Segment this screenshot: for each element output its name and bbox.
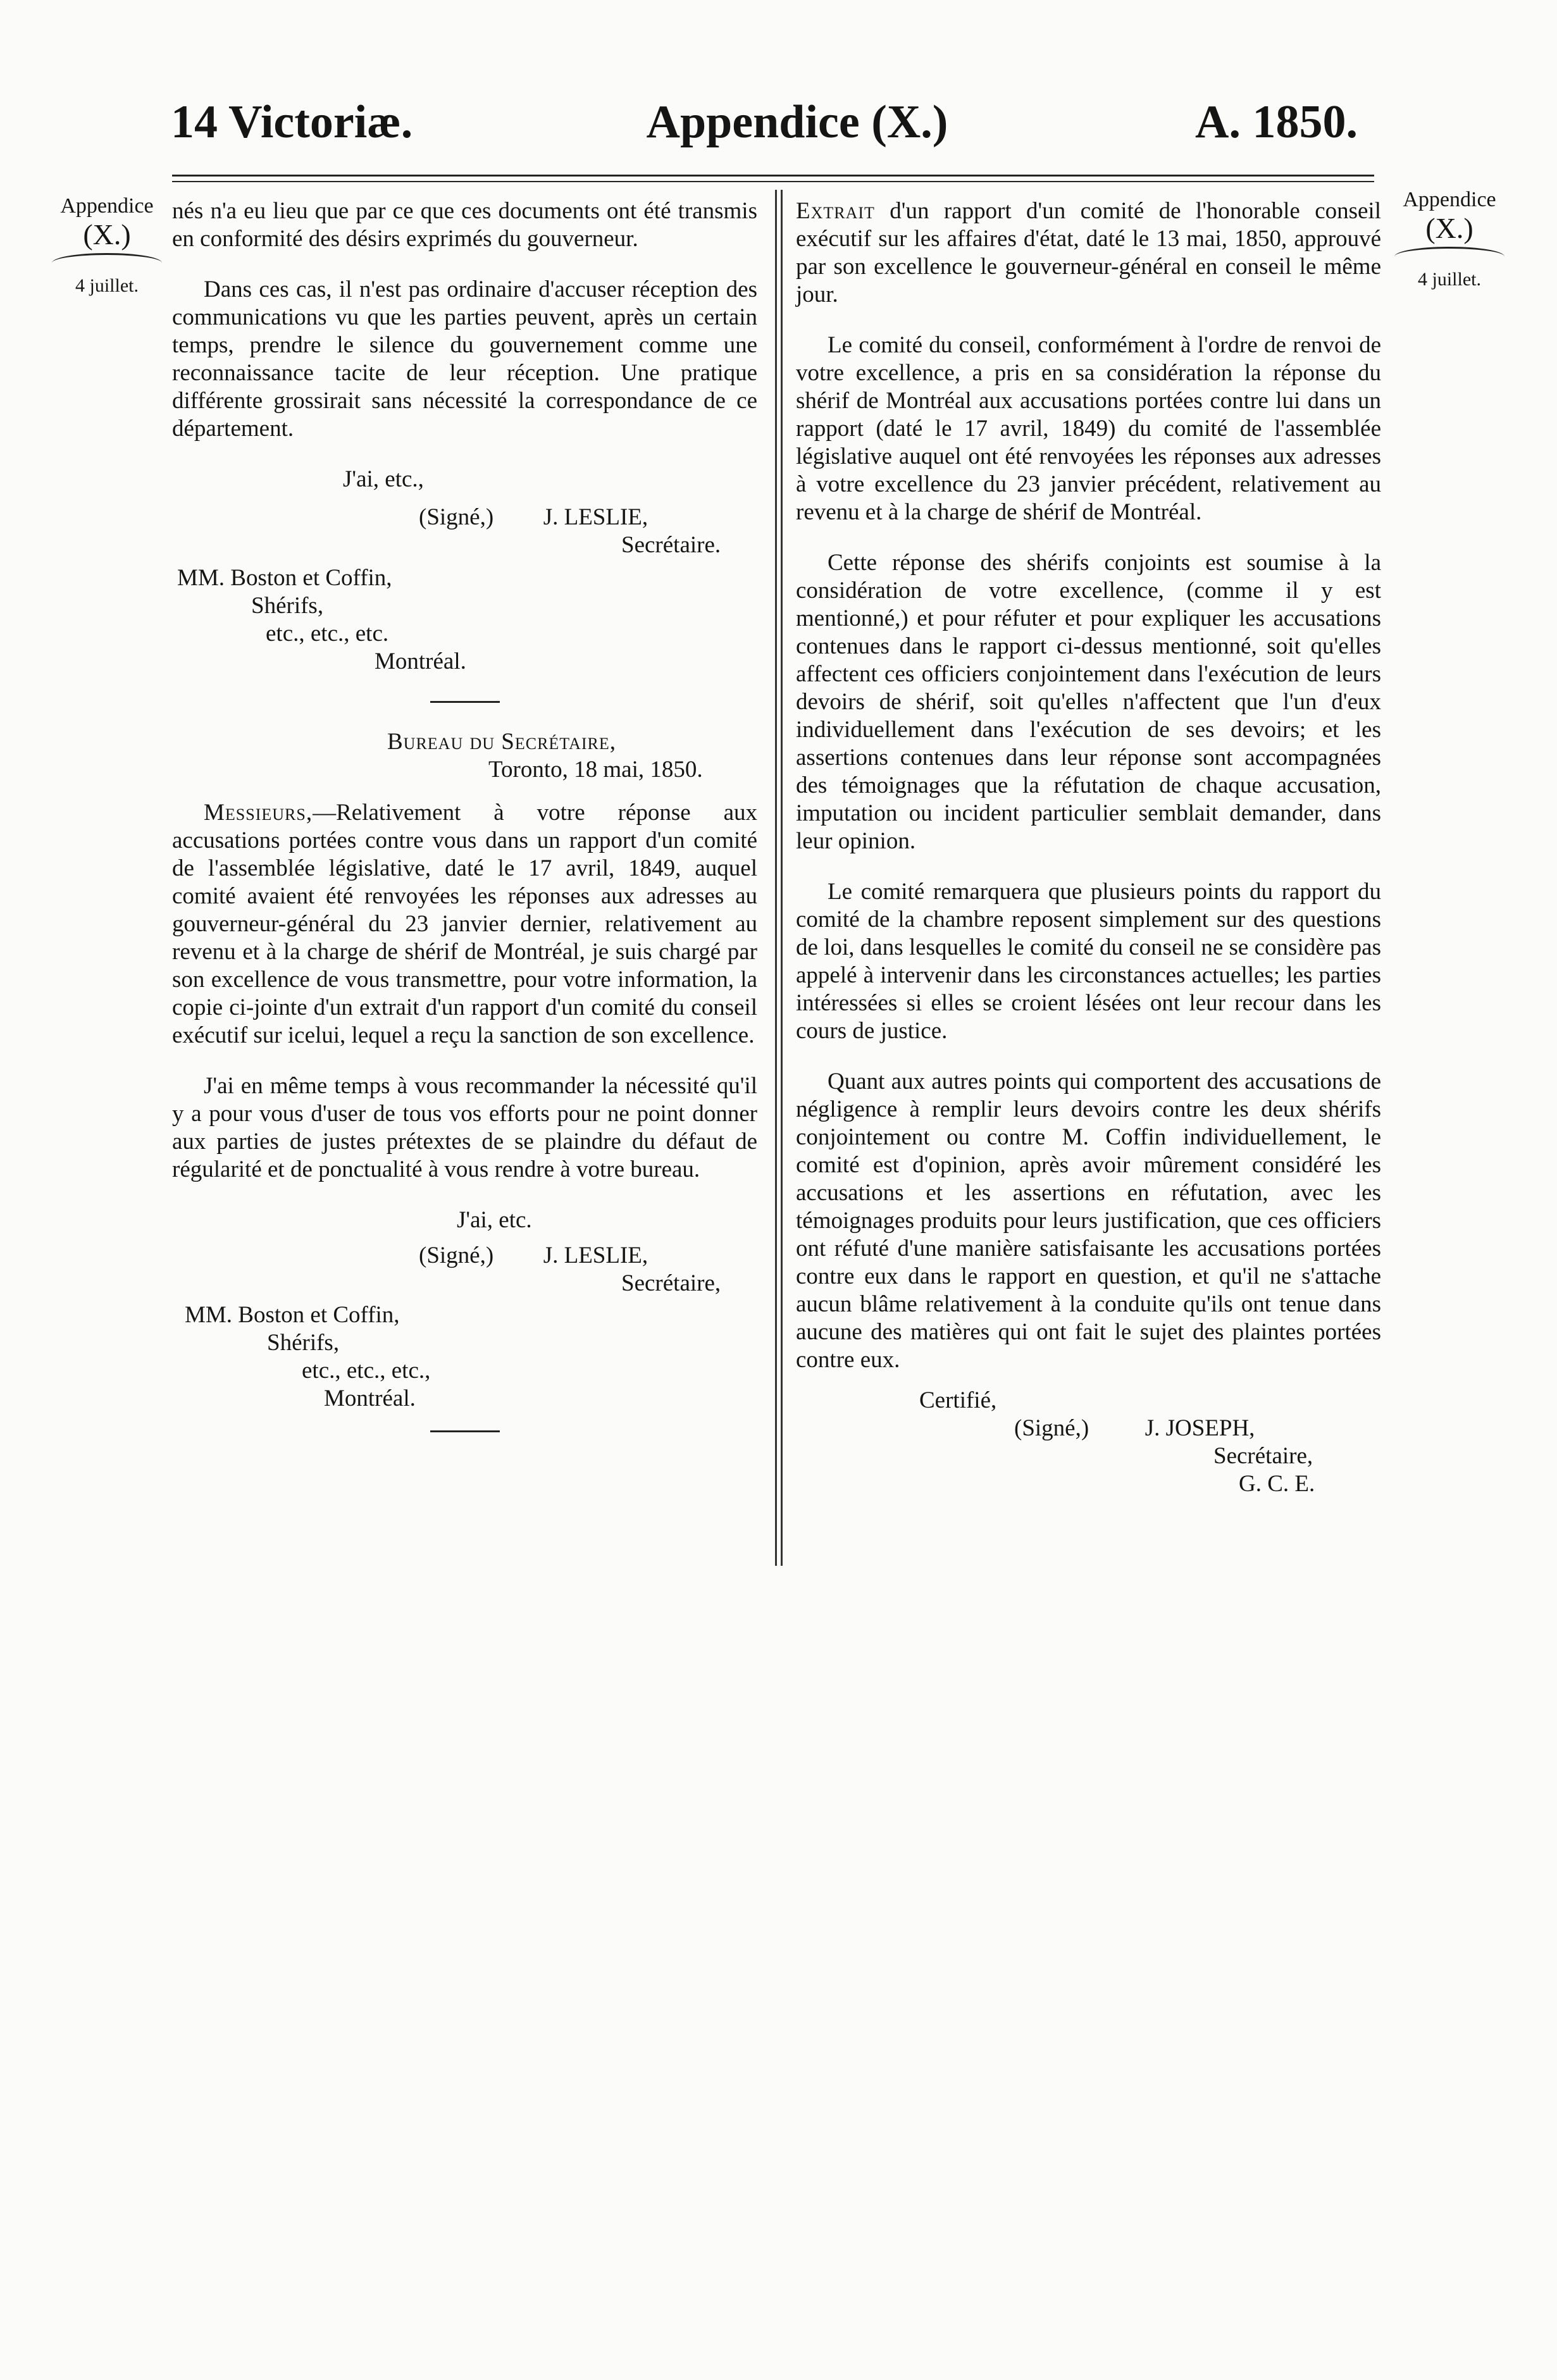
section-rule — [430, 1430, 500, 1432]
margin-label: Appendice — [1403, 188, 1496, 211]
paragraph: J'ai en même temps à vous recommander la nécessité qu'il y a pour vous d'user de tous vos efforts pour ne point donner aux parties de justes prétextes de se plaindre du défaut de régularité et de ponctualité à vous rendre à votre bureau. — [172, 1073, 757, 1182]
signer-title: Secrétaire, — [1213, 1443, 1313, 1469]
certified-label: Certifié, — [919, 1387, 997, 1413]
brace-icon — [52, 253, 162, 273]
extract-word: Extrait — [796, 198, 875, 224]
header-rule — [172, 175, 1374, 177]
extract-signature-block — [796, 1387, 1381, 1498]
address-line: Montréal. — [324, 1385, 416, 1411]
margin-note-left — [47, 194, 167, 297]
signature-line — [796, 1415, 1381, 1442]
header-session: 14 Victoriæ. — [171, 96, 413, 148]
paragraph: Le comité du conseil, conformément à l'ordre de renvoi de votre excellence, a pris en sa considération la réponse du shérif de Montréal aux accusations portées contre lui dans un rapport (daté le 17 avril, 1849) du comité de l'assemblée législative auquel ont été renvoyées les réponses aux adresses à votre excellence du 23 janvier précédent, relativement au revenu et à la charge de shérif de Montréal. — [796, 332, 1381, 525]
paragraph-text: —Relativement à votre réponse aux accusations portées contre vous dans un rapport d'un comité de l'assemblée législative, daté le 17 avril, 1849, auquel comité avaient été renvoyées les réponses aux adresses au gouverneur-général du 23 janvier dernier, relativement au revenu et à la charge de shérif de Montréal, je suis chargé par son excellence de vous transmettre, pour votre information, la copie ci-jointe d'un extrait d'un rapport d'un comité du conseil exécutif sur icelui, lequel a reçu la sanction de son excellence. — [172, 800, 757, 1048]
margin-date: 4 juillet. — [75, 275, 139, 296]
address-line: etc., etc., etc. — [266, 621, 389, 647]
margin-label: Appendice — [60, 194, 154, 218]
address-line: MM. Boston et Coffin, — [177, 565, 392, 591]
signed-label: (Signé,) — [419, 504, 494, 530]
address-line: MM. Boston et Coffin, — [185, 1302, 400, 1328]
signer-name: J. LESLIE, — [543, 504, 648, 530]
column-divider — [775, 190, 783, 1566]
header-rule-thin — [172, 181, 1374, 182]
margin-note-right — [1389, 187, 1510, 290]
margin-date: 4 juillet. — [1418, 268, 1481, 290]
office-heading: Bureau du Secrétaire, — [387, 729, 617, 755]
right-column — [796, 197, 1381, 1498]
signed-label: (Signé,) — [1014, 1415, 1089, 1441]
paragraph: Dans ces cas, il n'est pas ordinaire d'accuser réception des communications vu que les parties peuvent, après un certain temps, prendre le silence du gouvernement comme une reconnaissance tacite de leur réception. Une pratique différente grossirait sans nécessité la correspondance de ce département. — [172, 276, 757, 442]
brace-icon — [1394, 247, 1504, 266]
paragraph: Quant aux autres points qui comportent des accusations de négligence à remplir leurs devoirs contre les deux shérifs conjointement ou contre M. Coffin individuellement, le comité est d'opinion, après avoir mûrement considéré les accusations et les assertions en réfutation, avec les témoignages produits pour leurs justification, que ces officiers ont réfuté d'une manière satisfaisante les accusations portées contre eux dans le rapport en question, et qu'il ne s'attache aucun blâme relativement à la conduite qu'ils ont tenue dans aucune des matières qui ont fait le sujet des plaintes portées contre eux. — [796, 1069, 1381, 1373]
extract-heading-text: d'un rapport d'un comité de l'honorable conseil exécutif sur les affaires d'état, daté le 13 mai, 1850, approuvé par son excellence le gouverneur-général en conseil le même jour. — [796, 198, 1381, 307]
letter-closing: J'ai, etc. — [457, 1207, 532, 1233]
header-year: A. 1850. — [1195, 96, 1358, 148]
paragraph — [172, 799, 757, 1050]
address-line: etc., etc., etc., — [302, 1358, 431, 1384]
signed-label: (Signé,) — [419, 1243, 494, 1268]
paragraph: nés n'a eu lieu que par ce que ces documents ont été transmis en conformité des désirs exprimés du gouverneur. — [172, 198, 757, 252]
address-line: Shérifs, — [267, 1330, 340, 1356]
address-line: Montréal. — [375, 648, 466, 674]
signer-name: J. LESLIE, — [543, 1243, 648, 1268]
section-rule — [430, 701, 500, 703]
signature-line — [172, 504, 757, 531]
extract-heading — [796, 197, 1381, 309]
address-line: Shérifs, — [251, 593, 324, 619]
letter-closing: J'ai, etc., — [343, 466, 424, 492]
signer-name: J. JOSEPH, — [1144, 1415, 1255, 1441]
letter-signature-block — [172, 466, 757, 676]
signer-title: Secrétaire. — [621, 532, 721, 558]
header-appendix: Appendice (X.) — [646, 96, 948, 148]
place-date: Toronto, 18 mai, 1850. — [488, 757, 703, 783]
signature-line — [172, 1242, 757, 1270]
paragraph: Cette réponse des shérifs conjoints est soumise à la considération de votre excellence, (comme il y est mentionné,) et pour réfuter et pour expliquer les accusations contenues dans le rapport ci-dessus mentionné, soit qu'elles affectent ces officiers conjointement dans l'exécution de leurs devoirs de shérif, soit qu'elles n'affectent que l'un d'eux individuellement dans l'exécution de ses devoirs; et les assertions contenues dans leur réponse sont accompagnées des témoignages que la réfutation de chaque accusation, imputation ou incident particulier semblait demander, dans leur opinion. — [796, 550, 1381, 854]
salutation: Messieurs, — [204, 800, 313, 826]
letter-signature-block — [172, 1206, 757, 1413]
margin-appendix-letter: (X.) — [83, 218, 131, 251]
paragraph: Le comité remarquera que plusieurs points du rapport du comité de la chambre reposent simplement sur des questions de loi, dans lesquelles le comité du conseil ne se considère pas appelé à intervenir dans les circonstances actuelles; les parties intéressées si elles se croient lésées ont leur recour dans les cours de justice. — [796, 879, 1381, 1044]
signer-initials: G. C. E. — [1239, 1471, 1315, 1497]
page-header — [0, 94, 1557, 151]
left-column — [172, 197, 757, 1458]
signer-title: Secrétaire, — [621, 1270, 721, 1296]
margin-appendix-letter: (X.) — [1425, 212, 1473, 245]
